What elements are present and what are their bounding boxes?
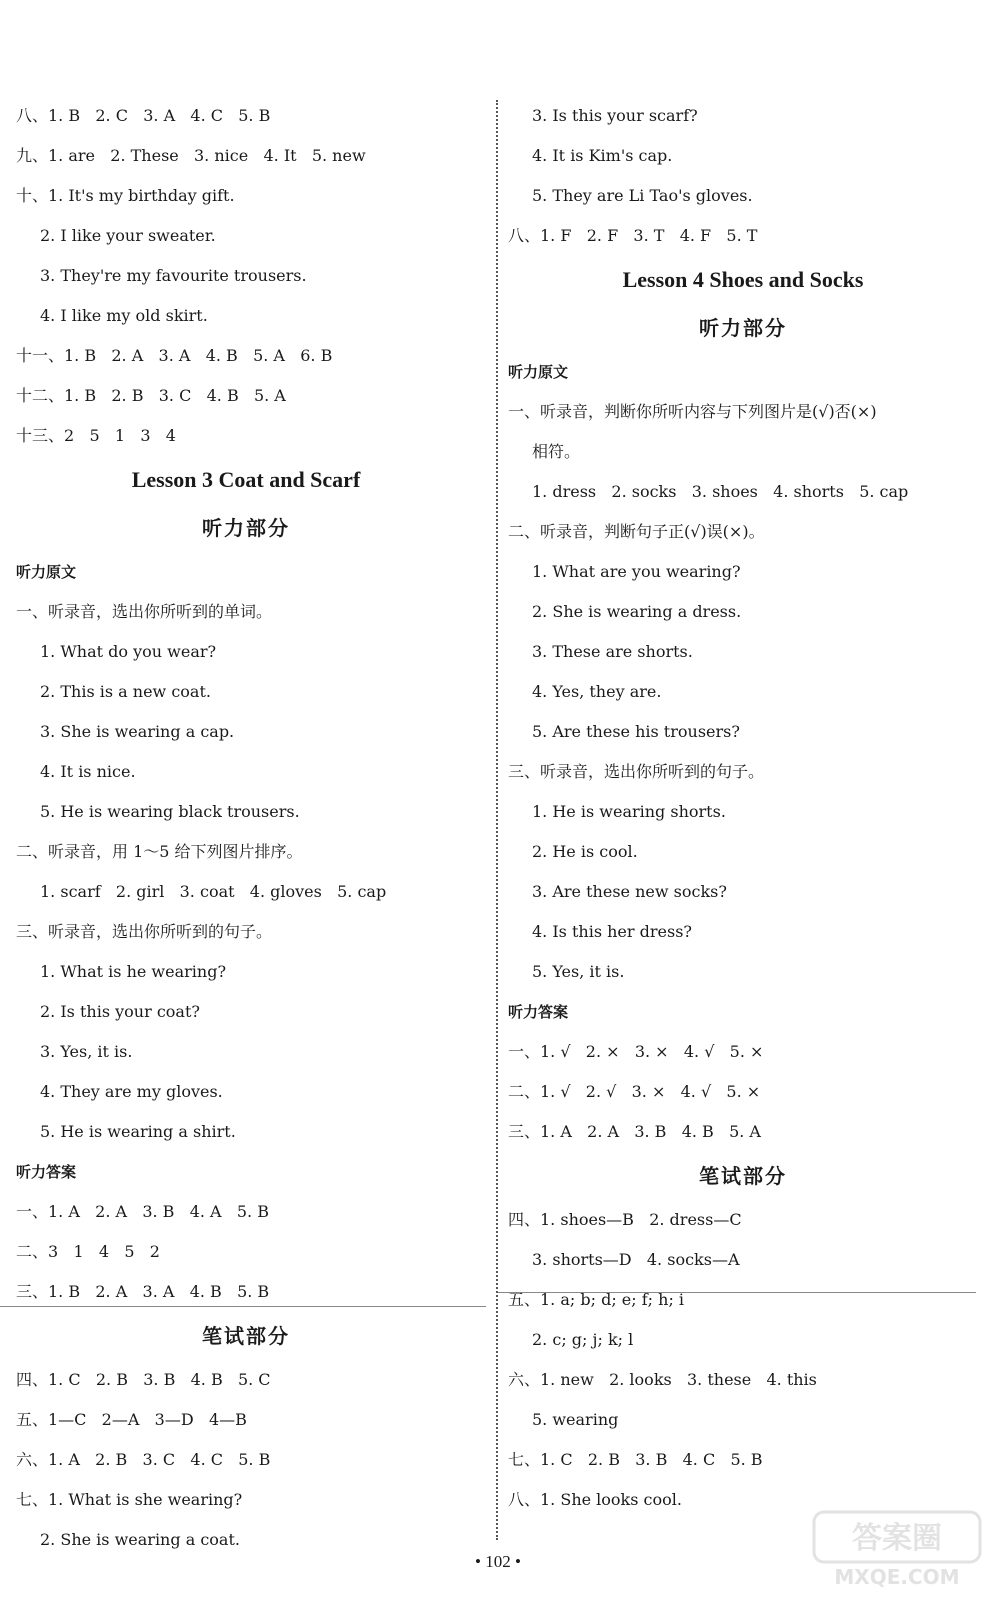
answer-line: 4. Is this her dress? (532, 922, 692, 941)
answer-line: 二、听录音，用 1～5 给下列图片排序。 (16, 842, 303, 861)
section-rule-right (498, 1292, 976, 1293)
section-title: 听力部分 (202, 516, 290, 540)
answer-line: 一、听录音，判断你所听内容与下列图片是(√)否(×) (508, 402, 877, 421)
answer-line: 二、听录音，判断句子正(√)误(×)。 (508, 522, 765, 541)
answer-line: 八、1. F 2. F 3. T 4. F 5. T (508, 226, 758, 245)
answer-line: 3. Yes, it is. (40, 1042, 133, 1061)
answer-line: 1. dress 2. socks 3. shoes 4. shorts 5. cap (532, 482, 909, 501)
watermark-logo (812, 1510, 982, 1590)
answer-line: 十、1. It's my birthday gift. (16, 186, 235, 205)
answer-line: 3. They're my favourite trousers. (40, 266, 307, 285)
answer-line: 1. What do you wear? (40, 642, 217, 661)
answer-line: 七、1. C 2. B 3. B 4. C 5. B (508, 1450, 763, 1469)
answer-line: 三、听录音，选出你所听到的句子。 (16, 922, 273, 941)
answer-line: 2. I like your sweater. (40, 226, 216, 245)
answer-line: 5. He is wearing a shirt. (40, 1122, 236, 1141)
subsection-heading: 听力原文 (16, 563, 77, 581)
section-title: 笔试部分 (202, 1324, 290, 1348)
answer-line: 六、1. new 2. looks 3. these 4. this (508, 1370, 817, 1389)
answer-line: 四、1. shoes—B 2. dress—C (508, 1210, 742, 1229)
answer-line: 十二、1. B 2. B 3. C 4. B 5. A (16, 386, 286, 405)
answer-line: 十三、2 5 1 3 4 (16, 426, 176, 445)
watermark-bottom: MXQE.COM (834, 1565, 960, 1589)
answer-line: 3. Are these new socks? (532, 882, 727, 901)
answer-line: 3. Is this your scarf? (532, 106, 698, 125)
answer-line: 三、听录音，选出你所听到的句子。 (508, 762, 765, 781)
answer-line: 3. shorts—D 4. socks—A (532, 1250, 740, 1269)
answer-line: 5. wearing (532, 1410, 619, 1429)
answer-line: 3. She is wearing a cap. (40, 722, 235, 741)
answer-line: 五、1—C 2—A 3—D 4—B (16, 1410, 247, 1429)
section-title: 笔试部分 (699, 1164, 787, 1188)
answer-line: 五、1. a; b; d; e; f; h; i (508, 1290, 685, 1309)
answer-line: 一、听录音，选出你所听到的单词。 (16, 602, 273, 621)
answer-line: 2. Is this your coat? (40, 1002, 200, 1021)
answer-line: 八、1. She looks cool. (508, 1490, 682, 1509)
subsection-heading: 听力答案 (508, 1003, 569, 1021)
answer-line: 5. He is wearing black trousers. (40, 802, 300, 821)
answer-line: 六、1. A 2. B 3. C 4. C 5. B (16, 1450, 271, 1469)
right-column (508, 96, 978, 1520)
answer-line: 二、1. √ 2. √ 3. × 4. √ 5. × (508, 1082, 761, 1101)
answer-line: 2. She is wearing a dress. (532, 602, 742, 621)
answer-line: 四、1. C 2. B 3. B 4. B 5. C (16, 1370, 271, 1389)
subsection-heading: 听力答案 (16, 1163, 77, 1181)
answer-line: 1. scarf 2. girl 3. coat 4. gloves 5. cap (40, 882, 387, 901)
answer-line: 4. Yes, they are. (532, 682, 662, 701)
answer-line: 4. I like my old skirt. (40, 306, 208, 325)
page-number: • 102 • (475, 1552, 521, 1571)
answer-line: 七、1. What is she wearing? (16, 1490, 243, 1509)
answer-line: 相符。 (532, 442, 581, 461)
answer-line: 2. She is wearing a coat. (40, 1530, 240, 1549)
subsection-heading: 听力原文 (508, 363, 569, 381)
answer-line: 一、1. √ 2. × 3. × 4. √ 5. × (508, 1042, 764, 1061)
answer-line: 3. These are shorts. (532, 642, 693, 661)
answer-line: 1. What is he wearing? (40, 962, 227, 981)
answer-line: 5. They are Li Tao's gloves. (532, 186, 753, 205)
section-rule-left (0, 1306, 486, 1307)
section-title: 听力部分 (699, 316, 787, 340)
answer-line: 5. Yes, it is. (532, 962, 625, 981)
answer-line: 1. He is wearing shorts. (532, 802, 726, 821)
answer-line: 4. They are my gloves. (40, 1082, 223, 1101)
lesson-title: Lesson 3 Coat and Scarf (131, 467, 361, 492)
left-column (16, 96, 476, 1560)
answer-line: 十一、1. B 2. A 3. A 4. B 5. A 6. B (16, 346, 333, 365)
answer-line: 5. Are these his trousers? (532, 722, 740, 741)
answer-line: 三、1. B 2. A 3. A 4. B 5. B (16, 1282, 270, 1301)
answer-line: 1. What are you wearing? (532, 562, 741, 581)
lesson-title: Lesson 4 Shoes and Socks (622, 267, 864, 292)
column-divider (496, 100, 498, 1540)
answer-line: 2. He is cool. (532, 842, 638, 861)
answer-line: 九、1. are 2. These 3. nice 4. It 5. new (16, 146, 366, 165)
answer-line: 三、1. A 2. A 3. B 4. B 5. A (508, 1122, 761, 1141)
answer-line: 二、3 1 4 5 2 (16, 1242, 160, 1261)
answer-line: 2. This is a new coat. (40, 682, 211, 701)
answer-line: 八、1. B 2. C 3. A 4. C 5. B (16, 106, 271, 125)
watermark-top: 答案圈 (852, 1521, 942, 1556)
answer-line: 4. It is Kim's cap. (532, 146, 673, 165)
answer-line: 一、1. A 2. A 3. B 4. A 5. B (16, 1202, 269, 1221)
answer-line: 2. c; g; j; k; l (532, 1330, 634, 1349)
answer-line: 4. It is nice. (40, 762, 136, 781)
